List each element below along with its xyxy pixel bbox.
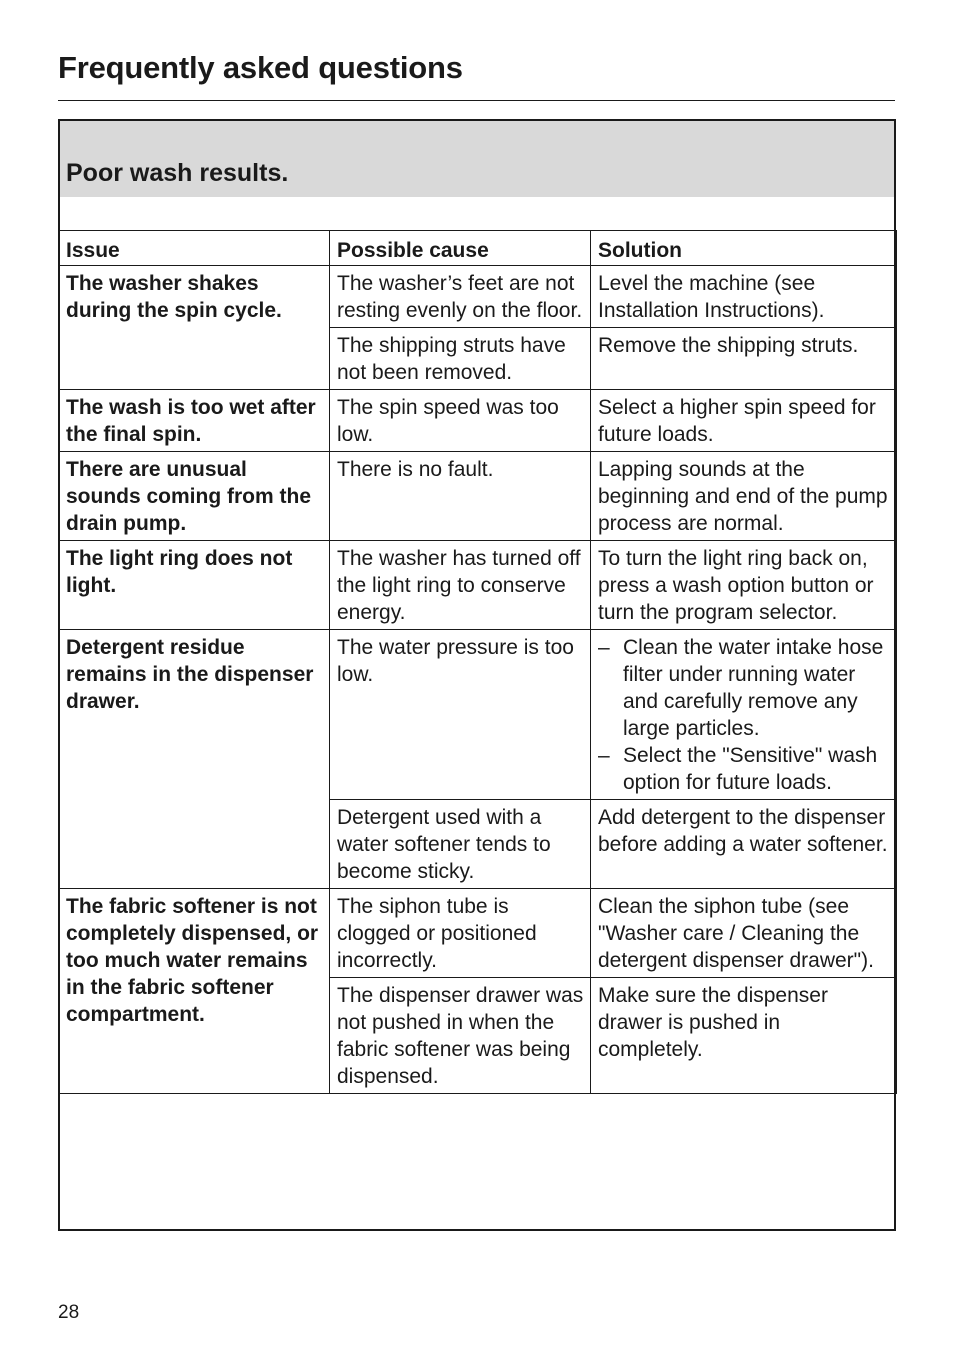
table-header-row <box>59 231 897 266</box>
issue-cell: The wash is too wet after the final spin. <box>59 390 330 452</box>
table-row <box>59 452 897 541</box>
solution-cell: Lapping sounds at the beginning and end of the pump process are normal. <box>591 452 897 541</box>
solution-list <box>598 634 890 796</box>
solution-cell: Select a higher spin speed for future loads. <box>591 390 897 452</box>
dash-bullet: – <box>598 744 610 767</box>
solution-cell <box>591 630 897 800</box>
page-title: Frequently asked questions <box>58 50 463 85</box>
table-row <box>59 266 897 328</box>
cause-cell: The washer has turned off the light ring to conserve energy. <box>330 541 591 630</box>
cause-cell: The siphon tube is clogged or positioned incorrectly. <box>330 889 591 978</box>
column-header-cause: Possible cause <box>330 231 591 266</box>
issue-cell: The fabric softener is not completely dispensed, or too much water remains in the fabric softener compartment. <box>59 889 330 1094</box>
cause-cell: The water pressure is too low. <box>330 630 591 800</box>
section-header <box>60 121 894 197</box>
issue-cell: There are unusual sounds coming from the drain pump. <box>59 452 330 541</box>
table-row <box>59 541 897 630</box>
solution-cell: Level the machine (see Installation Instructions). <box>591 266 897 328</box>
solution-cell: To turn the light ring back on, press a wash option button or turn the program selector. <box>591 541 897 630</box>
table-row <box>59 630 897 800</box>
faq-table <box>58 230 897 1094</box>
table-row <box>59 889 897 978</box>
solution-cell: Add detergent to the dispenser before adding a water softener. <box>591 800 897 889</box>
faq-section-box <box>58 119 896 1231</box>
cause-cell: The washer’s feet are not resting evenly on the floor. <box>330 266 591 328</box>
cause-cell: The spin speed was too low. <box>330 390 591 452</box>
dash-bullet: – <box>598 636 610 659</box>
column-header-issue: Issue <box>59 231 330 266</box>
issue-cell: The light ring does not light. <box>59 541 330 630</box>
issue-cell: Detergent residue remains in the dispenser drawer. <box>59 630 330 889</box>
solution-list-item <box>598 634 890 742</box>
cause-cell: There is no fault. <box>330 452 591 541</box>
table-row <box>59 390 897 452</box>
issue-cell: The washer shakes during the spin cycle. <box>59 266 330 390</box>
title-divider <box>58 100 895 101</box>
solution-cell: Make sure the dispenser drawer is pushed in completely. <box>591 978 897 1094</box>
solution-list-item <box>598 742 890 796</box>
section-title: Poor wash results. <box>66 159 289 187</box>
column-header-solution: Solution <box>591 231 897 266</box>
cause-cell: The shipping struts have not been removed. <box>330 328 591 390</box>
solution-list-item-text: Select the "Sensitive" wash option for future loads. <box>623 744 878 794</box>
cause-cell: Detergent used with a water softener tends to become sticky. <box>330 800 591 889</box>
page-number: 28 <box>58 1302 80 1323</box>
solution-list-item-text: Clean the water intake hose filter under running water and carefully remove any large particles. <box>623 636 884 740</box>
cause-cell: The dispenser drawer was not pushed in when the fabric softener was being dispensed. <box>330 978 591 1094</box>
solution-cell: Clean the siphon tube (see "Washer care / Cleaning the detergent dispenser drawer"). <box>591 889 897 978</box>
solution-cell: Remove the shipping struts. <box>591 328 897 390</box>
